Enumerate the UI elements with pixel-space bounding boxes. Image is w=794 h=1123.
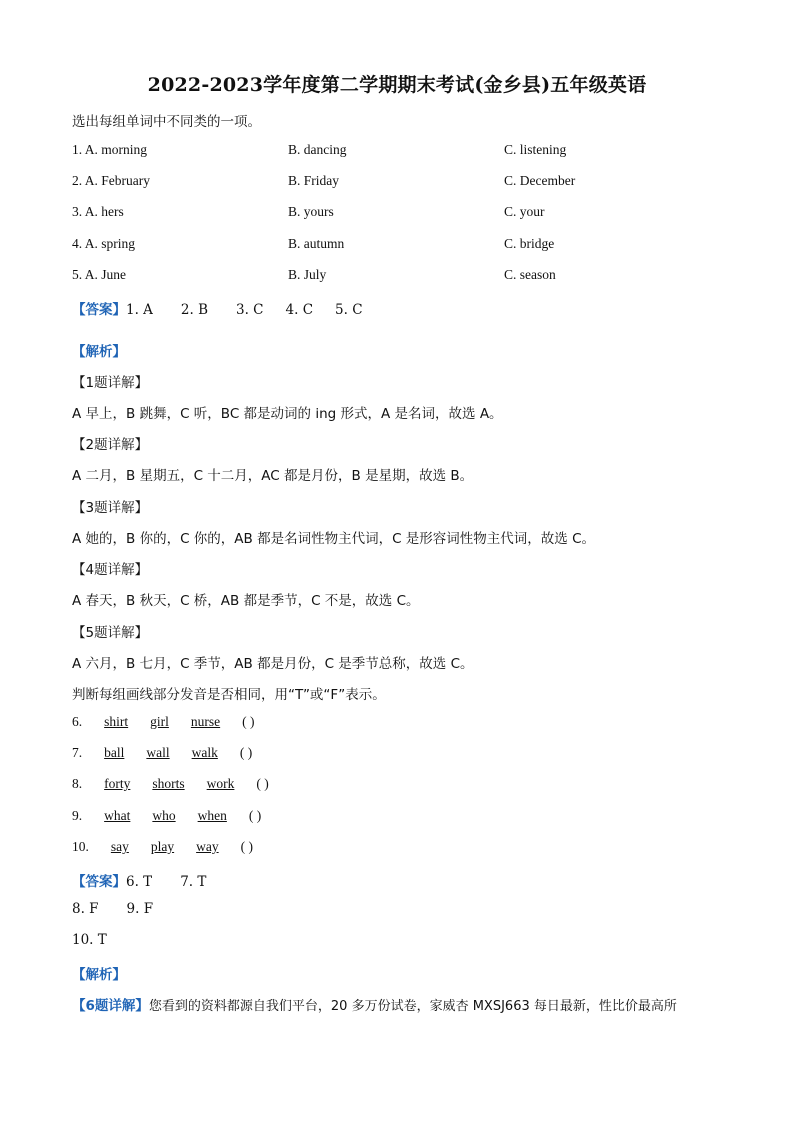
detail6-tag: 【6题详解】 bbox=[72, 998, 149, 1014]
section2-analysis-tag: 【解析】 bbox=[72, 967, 126, 983]
q9-word1: what bbox=[104, 808, 131, 823]
q6-word3: nurse bbox=[190, 714, 221, 729]
detail4-text: A 春天，B 秋天，C 桥，AB 都是季节，C 不是，故选 C。 bbox=[72, 593, 420, 609]
section2-answer-line bbox=[72, 870, 206, 890]
q2-option-a: 2. A. February bbox=[72, 173, 150, 188]
q7-word3: walk bbox=[191, 745, 218, 760]
q6-word2: girl bbox=[150, 714, 169, 729]
q7-row: 7. ball wall walk ( ) bbox=[72, 745, 253, 760]
q5-option-b: B. July bbox=[288, 267, 327, 282]
q9-word3: when bbox=[197, 808, 227, 823]
detail3-tag: 【3题详解】 bbox=[72, 500, 149, 516]
answer-10: 10. T bbox=[72, 932, 107, 948]
q8-blank[interactable]: ( ) bbox=[256, 776, 269, 791]
q4-option-c: C. bridge bbox=[504, 236, 555, 251]
detail3-text: A 她的，B 你的，C 你的，AB 都是名词性物主代词，C 是形容词性物主代词，故选 C。 bbox=[72, 531, 596, 547]
detail5-text: A 六月，B 七月，C 季节，AB 都是月份，C 是季节总称，故选 C。 bbox=[72, 656, 474, 672]
answer-tag: 【答案】 bbox=[72, 302, 126, 318]
q1-option-c: C. listening bbox=[504, 142, 567, 157]
answer-5: 5. C bbox=[335, 302, 363, 318]
detail4-tag: 【4题详解】 bbox=[72, 562, 149, 578]
q1-option-a: 1. A. morning bbox=[72, 142, 148, 157]
answer-9: 9. F bbox=[126, 901, 154, 917]
detail6-line bbox=[72, 994, 677, 1014]
q3-option-c: C. your bbox=[504, 204, 545, 219]
section1-answer-line bbox=[72, 298, 363, 318]
page-title: 2022-2023学年度第二学期期末考试(金乡县)五年级英语 bbox=[147, 74, 647, 96]
answer-1: 1. A bbox=[126, 302, 153, 318]
detail1-tag: 【1题详解】 bbox=[72, 375, 149, 391]
answer-3: 3. C bbox=[236, 302, 264, 318]
section1-instruction: 选出每组单词中不同类的一项。 bbox=[72, 114, 261, 130]
q7-word2: wall bbox=[146, 745, 170, 760]
answer-7: 7. T bbox=[180, 874, 207, 890]
answer-2: 2. B bbox=[180, 302, 209, 318]
q9-row: 9. what who when ( ) bbox=[72, 808, 262, 823]
q3-option-b: B. yours bbox=[288, 204, 334, 219]
section2-instruction: 判断每组画线部分发音是否相同，用“T”或“F”表示。 bbox=[72, 687, 386, 703]
q6-row: 6. shirt girl nurse ( ) bbox=[72, 714, 255, 729]
q6-word1: shirt bbox=[104, 714, 129, 729]
answer-6: 6. T bbox=[126, 874, 153, 890]
section2-answer-line-3 bbox=[72, 932, 107, 948]
detail2-tag: 【2题详解】 bbox=[72, 437, 149, 453]
q9-word2: who bbox=[152, 808, 176, 823]
q10-word1: say bbox=[110, 839, 129, 854]
q10-word3: way bbox=[196, 839, 219, 854]
promo-text: 您看到的资料都源自我们平台，20 多万份试卷，家威杏 MXSJ663 每日最新，性比价最高所 bbox=[148, 999, 677, 1014]
q10-row: 10. say play way ( ) bbox=[72, 839, 253, 854]
answer-4: 4. C bbox=[285, 302, 314, 318]
q3-option-a: 3. A. hers bbox=[72, 204, 124, 219]
q10-word2: play bbox=[150, 839, 175, 854]
q7-word1: ball bbox=[104, 745, 125, 760]
section2-answer-line-2 bbox=[72, 901, 153, 917]
q8-word3: work bbox=[206, 776, 235, 791]
q5-option-a: 5. A. June bbox=[72, 267, 126, 282]
q7-blank[interactable]: ( ) bbox=[239, 745, 253, 760]
q4-option-a: 4. A. spring bbox=[72, 236, 136, 251]
answer-8: 8. F bbox=[72, 901, 99, 917]
detail1-text: A 早上，B 跳舞，C 听，BC 都是动词的 ing 形式，A 是名词，故选 A。 bbox=[72, 406, 503, 422]
q4-option-b: B. autumn bbox=[288, 236, 345, 251]
q10-blank[interactable]: ( ) bbox=[240, 839, 253, 854]
q2-option-b: B. Friday bbox=[288, 173, 340, 188]
detail2-text: A 二月，B 星期五，C 十二月，AC 都是月份，B 是星期，故选 B。 bbox=[72, 468, 474, 484]
q8-row: 8. forty shorts work ( ) bbox=[72, 776, 269, 791]
detail5-tag: 【5题详解】 bbox=[72, 625, 149, 641]
answer-tag: 【答案】 bbox=[72, 874, 126, 890]
q1-option-b: B. dancing bbox=[288, 142, 347, 157]
section1-analysis-tag: 【解析】 bbox=[72, 344, 126, 360]
q8-word2: shorts bbox=[152, 776, 185, 791]
q5-option-c: C. season bbox=[504, 267, 556, 282]
q6-blank[interactable]: ( ) bbox=[242, 714, 255, 729]
q2-option-c: C. December bbox=[504, 173, 576, 188]
q8-word1: forty bbox=[104, 776, 131, 791]
q9-blank[interactable]: ( ) bbox=[248, 808, 262, 823]
